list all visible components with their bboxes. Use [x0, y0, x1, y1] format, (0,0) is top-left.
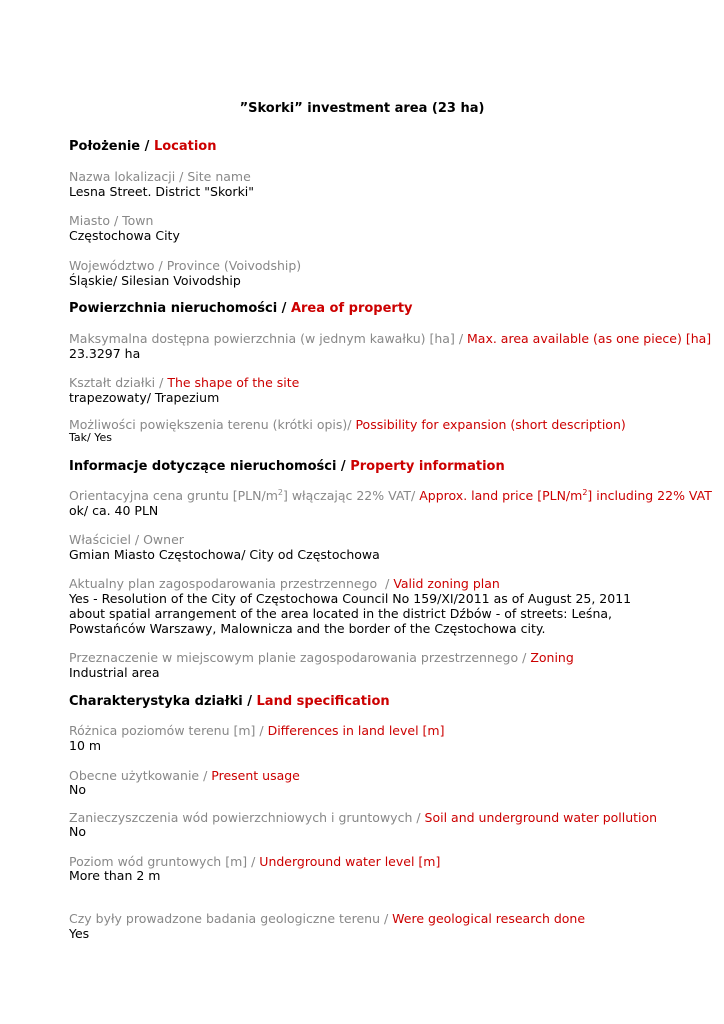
max-area-label — [69, 331, 711, 346]
superscript: 2 — [582, 487, 588, 497]
label-en: Soil and underground water pollution — [424, 810, 658, 825]
label-en: Max. area available (as one piece) [ha] — [467, 331, 712, 346]
label-en: The shape of the site — [167, 375, 300, 390]
label-en: Differences in land level [m] — [267, 723, 445, 738]
geological-research-value: Yes — [69, 926, 90, 941]
label-en: Underground water level [m] — [259, 854, 441, 869]
expansion-label — [69, 417, 626, 432]
section-header-pl: Informacje dotyczące nieruchomości / — [69, 459, 351, 474]
water-level-value: More than 2 m — [69, 868, 161, 883]
land-level-label — [69, 723, 444, 738]
province-value: Śląskie/ Silesian Voivodship — [69, 273, 241, 288]
document-title: ”Skorki” investment area (23 ha) — [239, 101, 485, 116]
shape-value: trapezowaty/ Trapezium — [69, 390, 220, 405]
zoning-value: Industrial area — [69, 665, 160, 680]
label-pl: Kształt działki / — [69, 375, 168, 390]
label-en-part: ] including 22% VAT — [587, 488, 712, 503]
label-en: Possibility for expansion (short description) — [355, 417, 626, 432]
present-usage-value: No — [69, 782, 86, 797]
town-label: Miasto / Town — [69, 213, 154, 228]
geological-research-label — [69, 911, 585, 926]
province-label: Województwo / Province (Voivodship) — [69, 258, 302, 273]
label-en-part: Approx. land price [PLN/m — [419, 488, 583, 503]
label-en: Were geological research done — [392, 911, 586, 926]
expansion-value: Tak/ Yes — [69, 431, 112, 444]
section-header-en: Property information — [350, 459, 505, 474]
owner-label: Właściciel / Owner — [69, 532, 184, 547]
section-header-pl: Powierzchnia nieruchomości / — [69, 301, 291, 316]
label-en: Valid zoning plan — [393, 576, 500, 591]
shape-label — [69, 375, 299, 390]
site-name-value: Lesna Street. District "Skorki" — [69, 184, 255, 199]
present-usage-label — [69, 768, 300, 783]
zoning-plan-value: Yes - Resolution of the City of Częstochowa Council No 159/XI/2011 as of August 25, 2011 about spatial arrangement of the area located in the district Dźbów - of streets: Leśna, Powstańców Warszawy, Malownicza and the border of the Częstochowa city. — [69, 591, 632, 636]
label-pl: Aktualny plan zagospodarowania przestrzennego / — [69, 576, 394, 591]
label-en — [419, 488, 712, 503]
pollution-value: No — [69, 824, 86, 839]
section-land-header — [69, 694, 390, 709]
owner-value: Gmian Miasto Częstochowa/ City od Częstochowa — [69, 547, 380, 562]
section-header-pl: Charakterystyka działki / — [69, 694, 257, 709]
label-pl: Zanieczyszczenia wód powierzchniowych i gruntowych / — [69, 810, 425, 825]
label-pl: Maksymalna dostępna powierzchnia (w jednym kawałku) [ha] / — [69, 331, 468, 346]
section-header-pl: Położenie / — [69, 139, 154, 154]
label-pl: Czy były prowadzone badania geologiczne terenu / — [69, 911, 393, 926]
section-header-en: Location — [153, 139, 217, 154]
label-pl-part: Orientacyjna cena gruntu [PLN/m — [69, 488, 278, 503]
max-area-value: 23.3297 ha — [69, 346, 141, 361]
label-pl: Przeznaczenie w miejscowym planie zagospodarowania przestrzennego / — [69, 650, 531, 665]
label-en: Zoning — [530, 650, 574, 665]
price-value: ok/ ca. 40 PLN — [69, 503, 159, 518]
section-location-header — [69, 139, 217, 154]
town-value: Częstochowa City — [69, 228, 180, 243]
land-level-value: 10 m — [69, 738, 102, 753]
label-pl: Obecne użytkowanie / — [69, 768, 212, 783]
zoning-label — [69, 650, 574, 665]
zoning-plan-label — [69, 576, 500, 591]
superscript: 2 — [277, 487, 283, 497]
water-level-label — [69, 854, 440, 869]
section-header-en: Land specification — [256, 694, 390, 709]
price-label — [69, 488, 712, 503]
pollution-label — [69, 810, 657, 825]
label-en: Present usage — [211, 768, 300, 783]
site-name-label: Nazwa lokalizacji / Site name — [69, 169, 251, 184]
label-pl: Różnica poziomów terenu [m] / — [69, 723, 268, 738]
section-property-header — [69, 459, 505, 474]
section-area-header — [69, 301, 413, 316]
label-pl-part: ] włączając 22% VAT/ — [282, 488, 420, 503]
label-pl: Poziom wód gruntowych [m] / — [69, 854, 260, 869]
section-header-en: Area of property — [290, 301, 413, 316]
label-pl: Możliwości powiększenia terenu (krótki opis)/ — [69, 417, 356, 432]
